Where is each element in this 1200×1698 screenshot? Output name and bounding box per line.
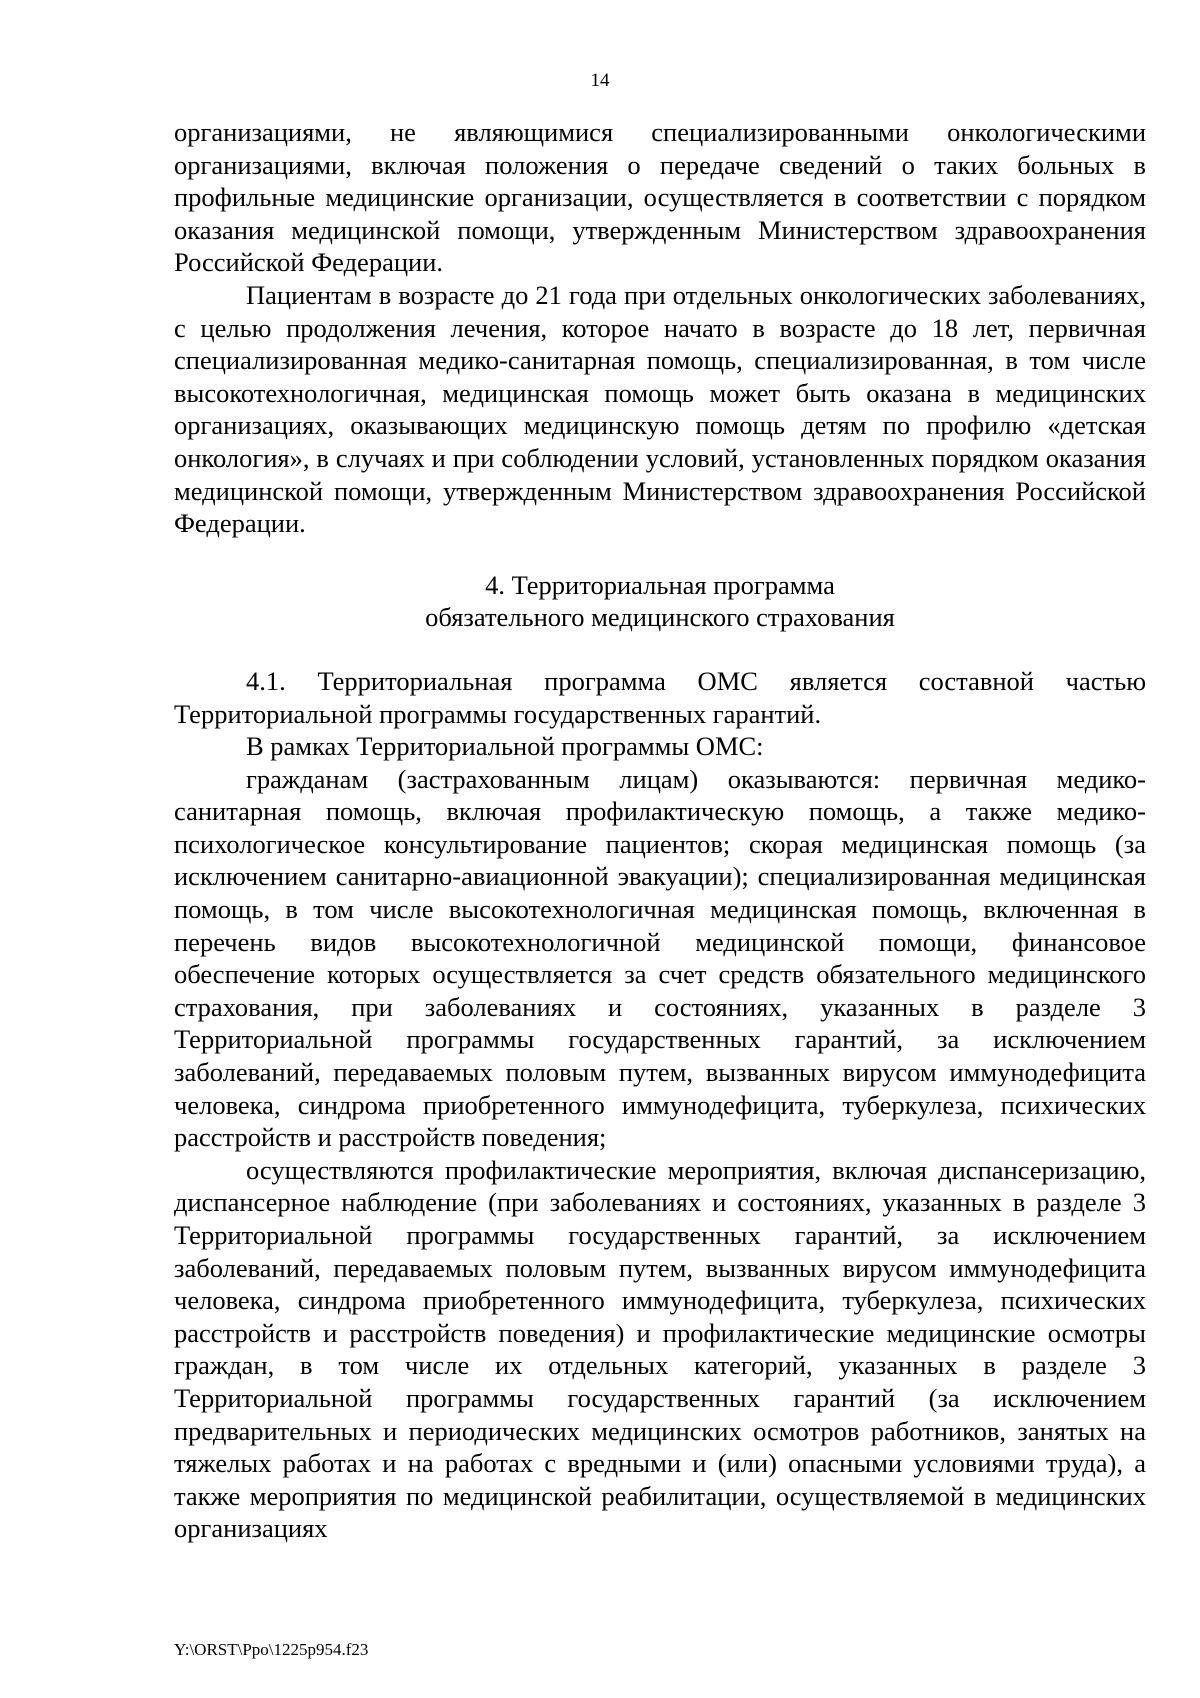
paragraph-oms-scope-intro: В рамках Территориальной программы ОМС: <box>246 731 764 762</box>
paragraph-young-patients: Пациентам в возрасте до 21 года при отдельных онкологических заболеваниях, с целью продолжения лечения, которое начато в возрасте до 18 лет, первичная специализированная медико-санитарная помощь, специализированная, в том числе высокотехнологичная, медицинская помощь может быть оказана в медицинских организациях, оказывающих медицинскую помощь детям по профилю «детская онкология», в случаях и при соблюдении условий, установленных порядком оказания медицинской помощи, утвержденным Министерством здравоохранения Российской Федерации. <box>174 279 1146 539</box>
paragraph-preventive-measures: осуществляются профилактические мероприятия, включая диспансеризацию, диспансерное наблюдение (при заболеваниях и состояниях, указанных в разделе 3 Территориальной программы государственных гарантий, за исключением заболеваний, передаваемых половым путем, вызванных вирусом иммунодефицита человека, синдрома приобретенного иммунодефицита, туберкулеза, психических расстройств и расстройств поведения) и профилактические медицинские осмотры граждан, в том числе их отдельных категорий, указанных в разделе 3 Территориальной программы государственных гарантий (за исключением предварительных и периодических медицинских осмотров работников, занятых на тяжелых работах и на работах с вредными и (или) опасными условиями труда), а также мероприятия по медицинской реабилитации, осуществляемой в медицинских организациях <box>174 1154 1146 1544</box>
paragraph-continuation: организациями, не являющимися специализированными онкологическими организациями, включая положения о передаче сведений о таких больных в профильные медицинские организации, осуществляется в соответствии с порядком оказания медицинской помощи, утвержденным Министерством здравоохранения Российской Федерации. <box>174 117 1146 278</box>
document-body <box>174 116 1146 1545</box>
section-heading-line-1: 4. Территориальная программа <box>485 569 835 600</box>
paragraph-4-1: 4.1. Территориальная программа ОМС является составной частью Территориальной программы государственных гарантий. <box>174 665 1146 729</box>
footer-file-path: Y:\ORST\Ppo\1225p954.f23 <box>174 1640 369 1659</box>
page-number: 14 <box>590 70 610 91</box>
paragraph-insured-care: гражданам (застрахованным лицам) оказываются: первичная медико-санитарная помощь, включая профилактическую помощь, а также медико-психологическое консультирование пациентов; скорая медицинская помощь (за исключением санитарно-авиационной эвакуации); специализированная медицинская помощь, в том числе высокотехнологичная медицинская помощь, включенная в перечень видов высокотехнологичной медицинской помощи, финансовое обеспечение которых осуществляется за счет средств обязательного медицинского страхования, при заболеваниях и состояниях, указанных в разделе 3 Территориальной программы государственных гарантий, за исключением заболеваний, передаваемых половым путем, вызванных вирусом иммунодефицита человека, синдрома приобретенного иммунодефицита, туберкулеза, психических расстройств и расстройств поведения; <box>174 763 1146 1153</box>
section-heading <box>174 569 1146 634</box>
section-heading-line-2: обязательного медицинского страхования <box>425 602 895 633</box>
